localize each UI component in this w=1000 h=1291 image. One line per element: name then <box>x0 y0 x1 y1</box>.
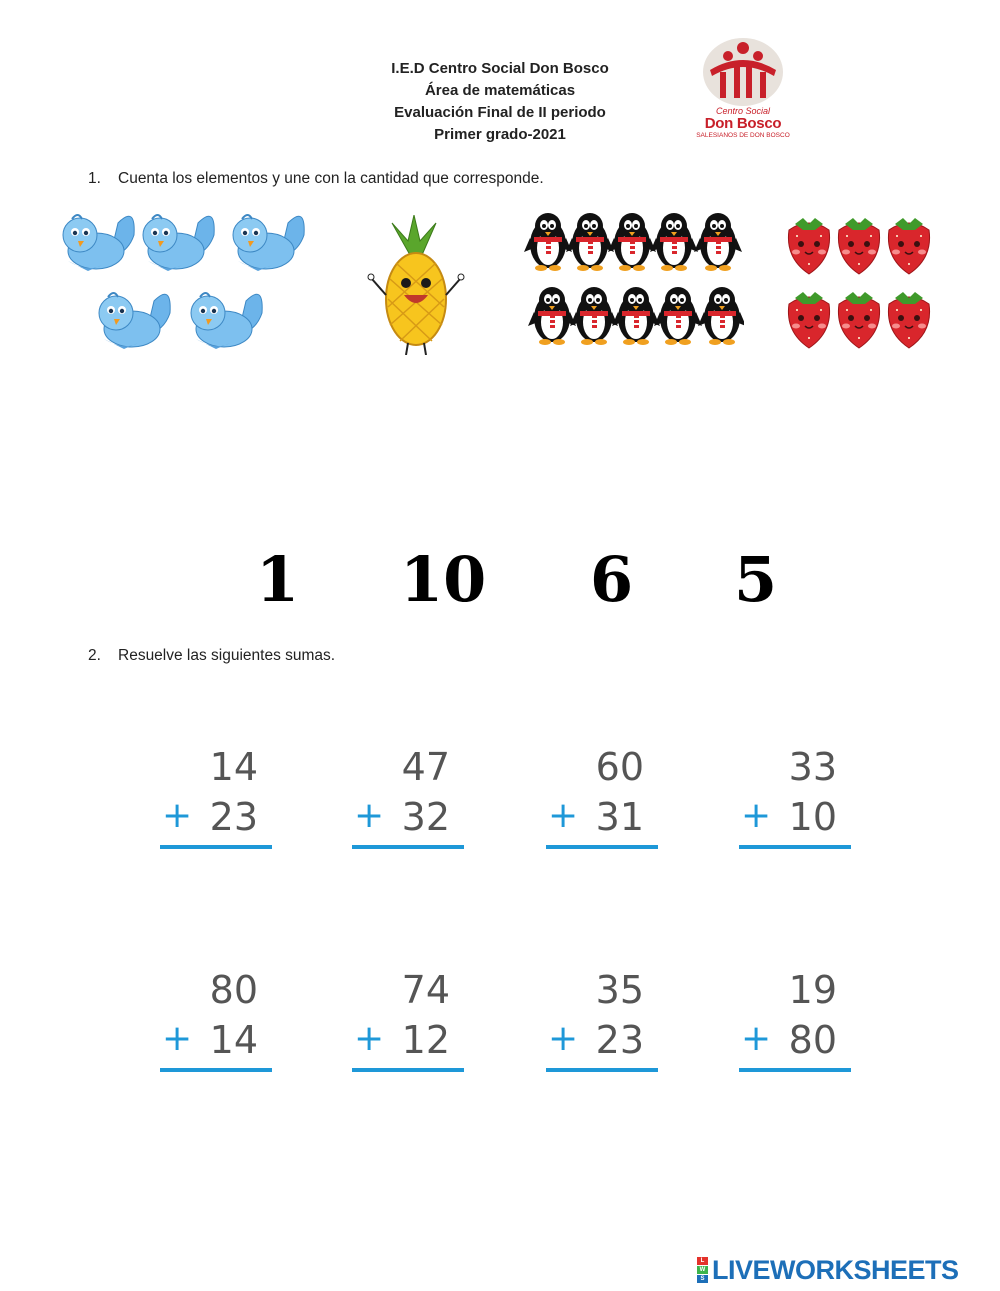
pineapple-picture[interactable] <box>362 215 472 355</box>
addition-problem[interactable] <box>160 745 272 845</box>
addend-top: 47 <box>401 745 450 789</box>
addend-bottom: 14 <box>209 1018 258 1062</box>
question-1-text: Cuenta los elementos y une con la cantidad que corresponde. <box>118 170 544 187</box>
brand-box: S <box>697 1275 708 1283</box>
question-2 <box>88 647 335 665</box>
strawberries-group[interactable] <box>783 210 943 350</box>
school-logo <box>688 36 798 146</box>
penguins-group[interactable] <box>522 208 744 348</box>
strawberry-icon <box>783 210 943 350</box>
plus-sign: + <box>548 1018 579 1059</box>
addend-top: 74 <box>401 968 450 1012</box>
answer-line <box>352 1068 464 1072</box>
addition-problem[interactable] <box>546 968 658 1068</box>
addend-bottom: 10 <box>788 795 837 839</box>
addend-top: 60 <box>595 745 644 789</box>
number-choice-4[interactable]: 5 <box>734 543 778 616</box>
plus-sign: + <box>162 1018 193 1059</box>
brand-box: L <box>697 1257 708 1265</box>
school-name: I.E.D Centro Social Don Bosco <box>391 60 609 77</box>
birds-group[interactable] <box>58 205 318 375</box>
answer-line <box>352 845 464 849</box>
plus-sign: + <box>354 795 385 836</box>
addend-bottom: 32 <box>401 795 450 839</box>
number-choice-3[interactable]: 6 <box>590 543 634 616</box>
don-bosco-emblem-icon <box>688 36 798 108</box>
addend-top: 33 <box>788 745 837 789</box>
addend-bottom: 80 <box>788 1018 837 1062</box>
question-1-number: 1. <box>88 170 101 187</box>
plus-sign: + <box>741 795 772 836</box>
answer-line <box>739 845 851 849</box>
answer-line <box>160 1068 272 1072</box>
grade-year: Primer grado-2021 <box>434 126 566 143</box>
answer-line <box>160 845 272 849</box>
plus-sign: + <box>741 1018 772 1059</box>
addend-bottom: 12 <box>401 1018 450 1062</box>
addend-top: 35 <box>595 968 644 1012</box>
addition-problem[interactable] <box>160 968 272 1068</box>
addition-problem[interactable] <box>739 745 851 845</box>
plus-sign: + <box>548 795 579 836</box>
addend-bottom: 23 <box>209 795 258 839</box>
question-1 <box>88 170 544 188</box>
logo-text-bottom: SALESIANOS DE DON BOSCO <box>696 132 790 139</box>
plus-sign: + <box>162 795 193 836</box>
addition-problem[interactable] <box>352 745 464 845</box>
number-choice-1[interactable]: 1 <box>256 543 300 616</box>
addend-top: 80 <box>209 968 258 1012</box>
exam-title: Evaluación Final de II periodo <box>394 104 606 121</box>
logo-text-main: Don Bosco <box>704 115 782 132</box>
answer-line <box>546 845 658 849</box>
liveworksheets-logo[interactable] <box>697 1255 959 1285</box>
answer-line <box>739 1068 851 1072</box>
logo-text-top: Centro Social <box>715 106 771 116</box>
addition-problem[interactable] <box>546 745 658 845</box>
addend-bottom: 31 <box>595 795 644 839</box>
document-header <box>300 58 700 146</box>
pineapple-icon <box>362 215 472 355</box>
brand-name: LIVEWORKSHEETS <box>712 1254 959 1285</box>
addend-top: 19 <box>788 968 837 1012</box>
brand-boxes-icon <box>697 1257 708 1283</box>
addend-bottom: 23 <box>595 1018 644 1062</box>
brand-box: W <box>697 1266 708 1274</box>
number-choice-2[interactable]: 10 <box>400 543 487 616</box>
question-2-number: 2. <box>88 647 101 664</box>
addition-problem[interactable] <box>739 968 851 1068</box>
addition-problem[interactable] <box>352 968 464 1068</box>
bird-icon <box>58 205 318 375</box>
addend-top: 14 <box>209 745 258 789</box>
penguin-icon <box>522 208 744 348</box>
question-2-text: Resuelve las siguientes sumas. <box>118 647 336 664</box>
answer-line <box>546 1068 658 1072</box>
subject-area: Área de matemáticas <box>424 82 576 99</box>
plus-sign: + <box>354 1018 385 1059</box>
